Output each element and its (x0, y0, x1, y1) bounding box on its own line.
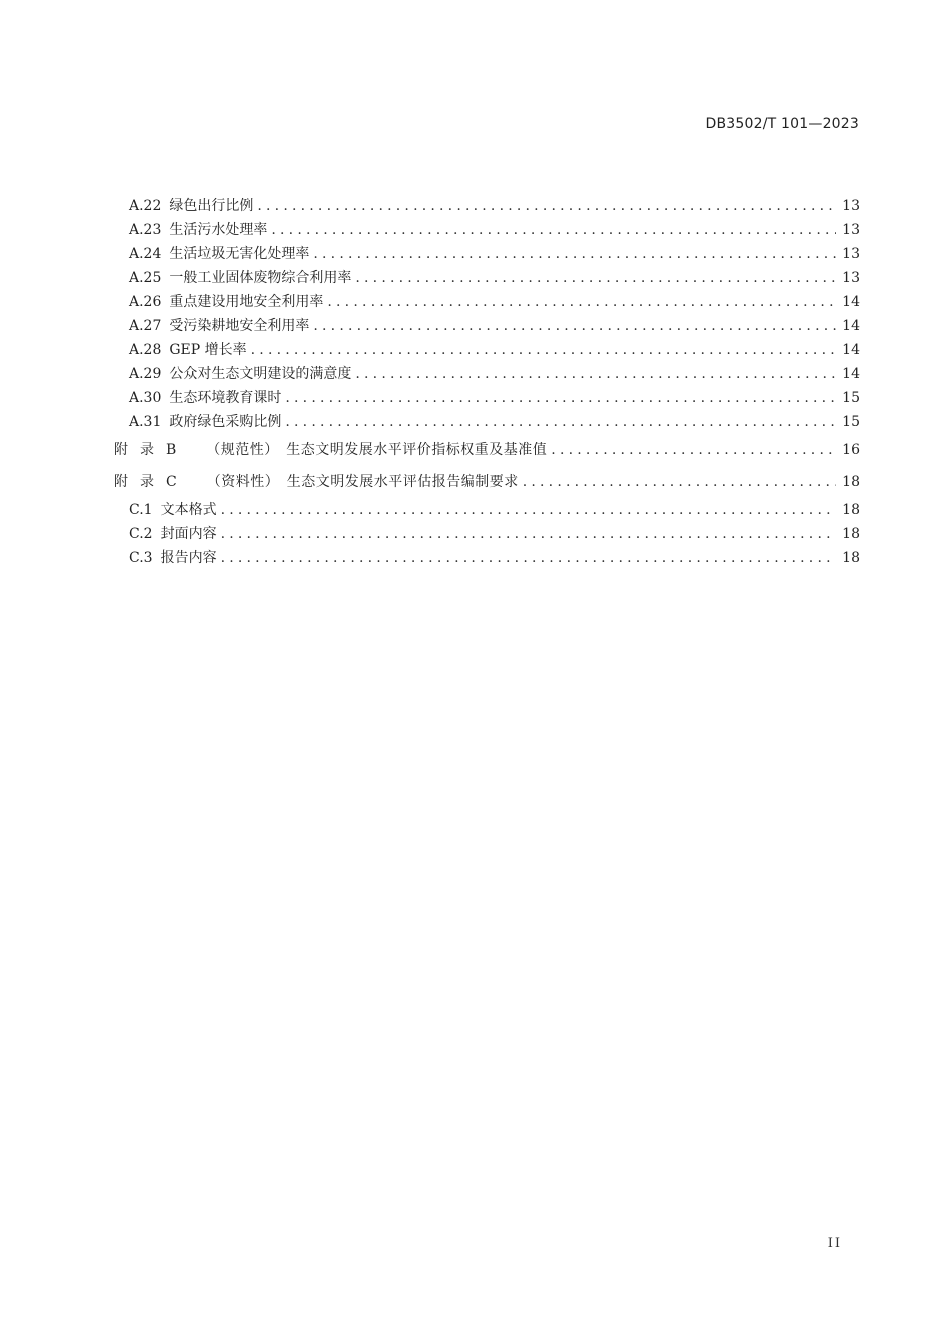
toc-entry-number: C.1 (129, 502, 153, 518)
toc-dot-leader (355, 266, 836, 290)
toc-entry-title: （资料性） 生态文明发展水平评估报告编制要求 (206, 474, 519, 490)
toc-entry-a26[interactable] (114, 290, 860, 314)
toc-entry-page: 14 (842, 294, 860, 310)
toc-entry-page: 15 (842, 390, 860, 406)
toc-dot-leader (313, 242, 836, 266)
toc-entry-a25[interactable] (114, 266, 860, 290)
toc-entry-number: A.24 (129, 246, 162, 262)
document-code: DB3502/T 101—2023 (705, 116, 859, 132)
toc-dot-leader (221, 546, 836, 570)
toc-entry-number: A.31 (129, 414, 162, 430)
toc-entry-number: A.28 (129, 342, 162, 358)
toc-entry-number: A.30 (129, 390, 162, 406)
toc-entry-appendix-c[interactable] (114, 466, 860, 498)
toc-entry-c2[interactable] (114, 522, 860, 546)
toc-dot-leader (251, 338, 836, 362)
toc-dot-leader (221, 522, 836, 546)
toc-entry-number: A.29 (129, 366, 162, 382)
toc-entry-number: A.25 (129, 270, 162, 286)
toc-entry-number: 附录C (114, 474, 189, 490)
toc-entry-title: 生活污水处理率 (169, 222, 268, 238)
table-of-contents (114, 194, 860, 570)
toc-dot-leader (271, 218, 836, 242)
toc-entry-number: A.27 (129, 318, 162, 334)
toc-entry-title: 受污染耕地安全利用率 (169, 318, 310, 334)
toc-entry-page: 14 (842, 366, 860, 382)
toc-entry-a29[interactable] (114, 362, 860, 386)
toc-entry-title: 一般工业固体废物综合利用率 (169, 270, 352, 286)
toc-dot-leader (285, 386, 836, 410)
toc-entry-title: （规范性） 生态文明发展水平评价指标权重及基准值 (206, 442, 548, 458)
toc-entry-title: 绿色出行比例 (169, 198, 254, 214)
toc-entry-page: 18 (842, 526, 860, 542)
toc-dot-leader (257, 194, 836, 218)
toc-entry-page: 13 (842, 198, 860, 214)
toc-entry-a31[interactable] (114, 410, 860, 434)
toc-entry-page: 13 (842, 246, 860, 262)
toc-entry-number: C.3 (129, 550, 153, 566)
toc-entry-title: GEP 增长率 (169, 342, 247, 358)
toc-entry-title: 封面内容 (160, 526, 217, 542)
toc-entry-a27[interactable] (114, 314, 860, 338)
toc-entry-a24[interactable] (114, 242, 860, 266)
page-number: II (827, 1236, 842, 1251)
toc-entry-number: A.22 (129, 198, 162, 214)
toc-entry-page: 14 (842, 342, 860, 358)
toc-entry-c1[interactable] (114, 498, 860, 522)
toc-dot-leader (551, 434, 836, 466)
toc-entry-title: 生态环境教育课时 (169, 390, 282, 406)
toc-entry-page: 13 (842, 270, 860, 286)
toc-entry-a22[interactable] (114, 194, 860, 218)
toc-dot-leader (355, 362, 836, 386)
toc-entry-number: 附录B (114, 442, 189, 458)
toc-entry-appendix-b[interactable] (114, 434, 860, 466)
toc-dot-leader (221, 498, 836, 522)
toc-entry-title: 生活垃圾无害化处理率 (169, 246, 310, 262)
toc-entry-page: 13 (842, 222, 860, 238)
toc-entry-title: 政府绿色采购比例 (169, 414, 282, 430)
toc-entry-page: 18 (842, 550, 860, 566)
toc-entry-page: 15 (842, 414, 860, 430)
toc-entry-a23[interactable] (114, 218, 860, 242)
toc-entry-number: C.2 (129, 526, 153, 542)
toc-dot-leader (313, 314, 836, 338)
toc-dot-leader (285, 410, 836, 434)
toc-entry-number: A.26 (129, 294, 162, 310)
toc-entry-number: A.23 (129, 222, 162, 238)
toc-dot-leader (523, 466, 836, 498)
toc-entry-page: 18 (842, 474, 860, 490)
toc-dot-leader (327, 290, 836, 314)
toc-entry-title: 重点建设用地安全利用率 (169, 294, 324, 310)
toc-entry-page: 16 (842, 442, 860, 458)
toc-entry-a30[interactable] (114, 386, 860, 410)
toc-entry-a28[interactable] (114, 338, 860, 362)
toc-entry-c3[interactable] (114, 546, 860, 570)
toc-entry-title: 公众对生态文明建设的满意度 (169, 366, 352, 382)
toc-entry-title: 报告内容 (160, 550, 217, 566)
toc-entry-page: 18 (842, 502, 860, 518)
toc-entry-page: 14 (842, 318, 860, 334)
toc-entry-title: 文本格式 (160, 502, 217, 518)
